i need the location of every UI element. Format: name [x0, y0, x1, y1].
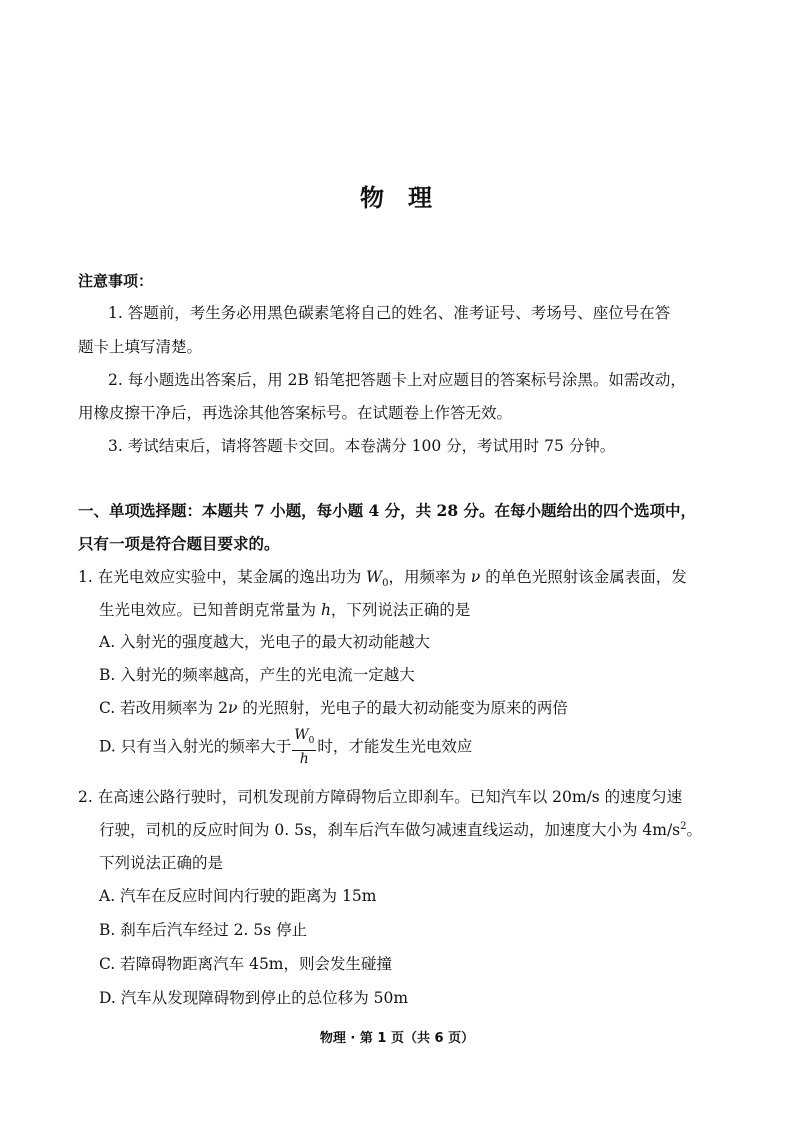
- notice-line-4: 用橡皮擦干净后，再选涂其他答案标号。在试题卷上作答无效。: [78, 404, 513, 422]
- notice-line-2: 题卡上填写清楚。: [78, 338, 203, 356]
- section-heading-line-1: 一、单项选择题：本题共 7 小题，每小题 4 分，共 28 分。在每小题给出的四个选项中，: [78, 501, 697, 520]
- q2-option-a: A. 汽车在反应时间内行驶的距离为 15m: [99, 887, 377, 905]
- q1-option-b: B. 入射光的频率越高，产生的光电流一定越大: [99, 666, 415, 684]
- q2-option-b: B. 刹车后汽车经过 2. 5s 停止: [99, 921, 308, 939]
- notice-line-1: 1. 答题前，考生务必用黑色碳素笔将自己的姓名、准考证号、考场号、座位号在答: [108, 304, 671, 322]
- q1-option-d: D. 只有当入射光的频率大于 $\frac{W_0}{h}$ 时，才能发生光电效应: [99, 727, 473, 767]
- q1-option-a: A. 入射光的强度越大，光电子的最大初动能越大: [99, 633, 431, 651]
- notice-line-3: 2. 每小题选出答案后，用 2B 铅笔把答题卡上对应题目的答案标号涂黑。如需改动，: [108, 371, 686, 389]
- section-heading-line-2: 只有一项是符合题目要求的。: [78, 534, 280, 553]
- q1-stem-line-2: 生光电效应。已知普朗克常量为 h，下列说法正确的是: [99, 601, 471, 619]
- notice-line-5: 3. 考试结束后，请将答题卡交回。本卷满分 100 分，考试用时 75 分钟。: [108, 437, 616, 455]
- q2-stem-line-3: 下列说法正确的是: [99, 854, 224, 872]
- page-footer: 物理 · 第 1 页（共 6 页）: [319, 1031, 475, 1046]
- q2-option-c: C. 若障碍物距离汽车 45m，则会发生碰撞: [99, 955, 393, 973]
- q2-stem-line-2: 行驶，司机的反应时间为 0. 5s，刹车后汽车做匀减速直线运动，加速度大小为 $4m/s^2$。: [99, 820, 703, 839]
- q1-stem-line-1: 1. 在光电效应实验中，某金属的逸出功为 $W_0$，用频率为 ν 的单色光照射该金属表面，发: [78, 568, 687, 590]
- q2-option-d: D. 汽车从发现障碍物到停止的总位移为 50m: [99, 989, 409, 1007]
- q2-stem-line-1: 2. 在高速公路行驶时，司机发现前方障碍物后立即刹车。已知汽车以 20m/s 的速度匀速: [78, 788, 683, 806]
- page-title: 物 理: [360, 183, 434, 212]
- q1-option-c: C. 若改用频率为 2ν 的光照射，光电子的最大初动能变为原来的两倍: [99, 699, 568, 717]
- fraction-w0-over-h: $\frac{W_0}{h}$: [294, 727, 315, 767]
- notice-heading: 注意事项：: [78, 272, 154, 290]
